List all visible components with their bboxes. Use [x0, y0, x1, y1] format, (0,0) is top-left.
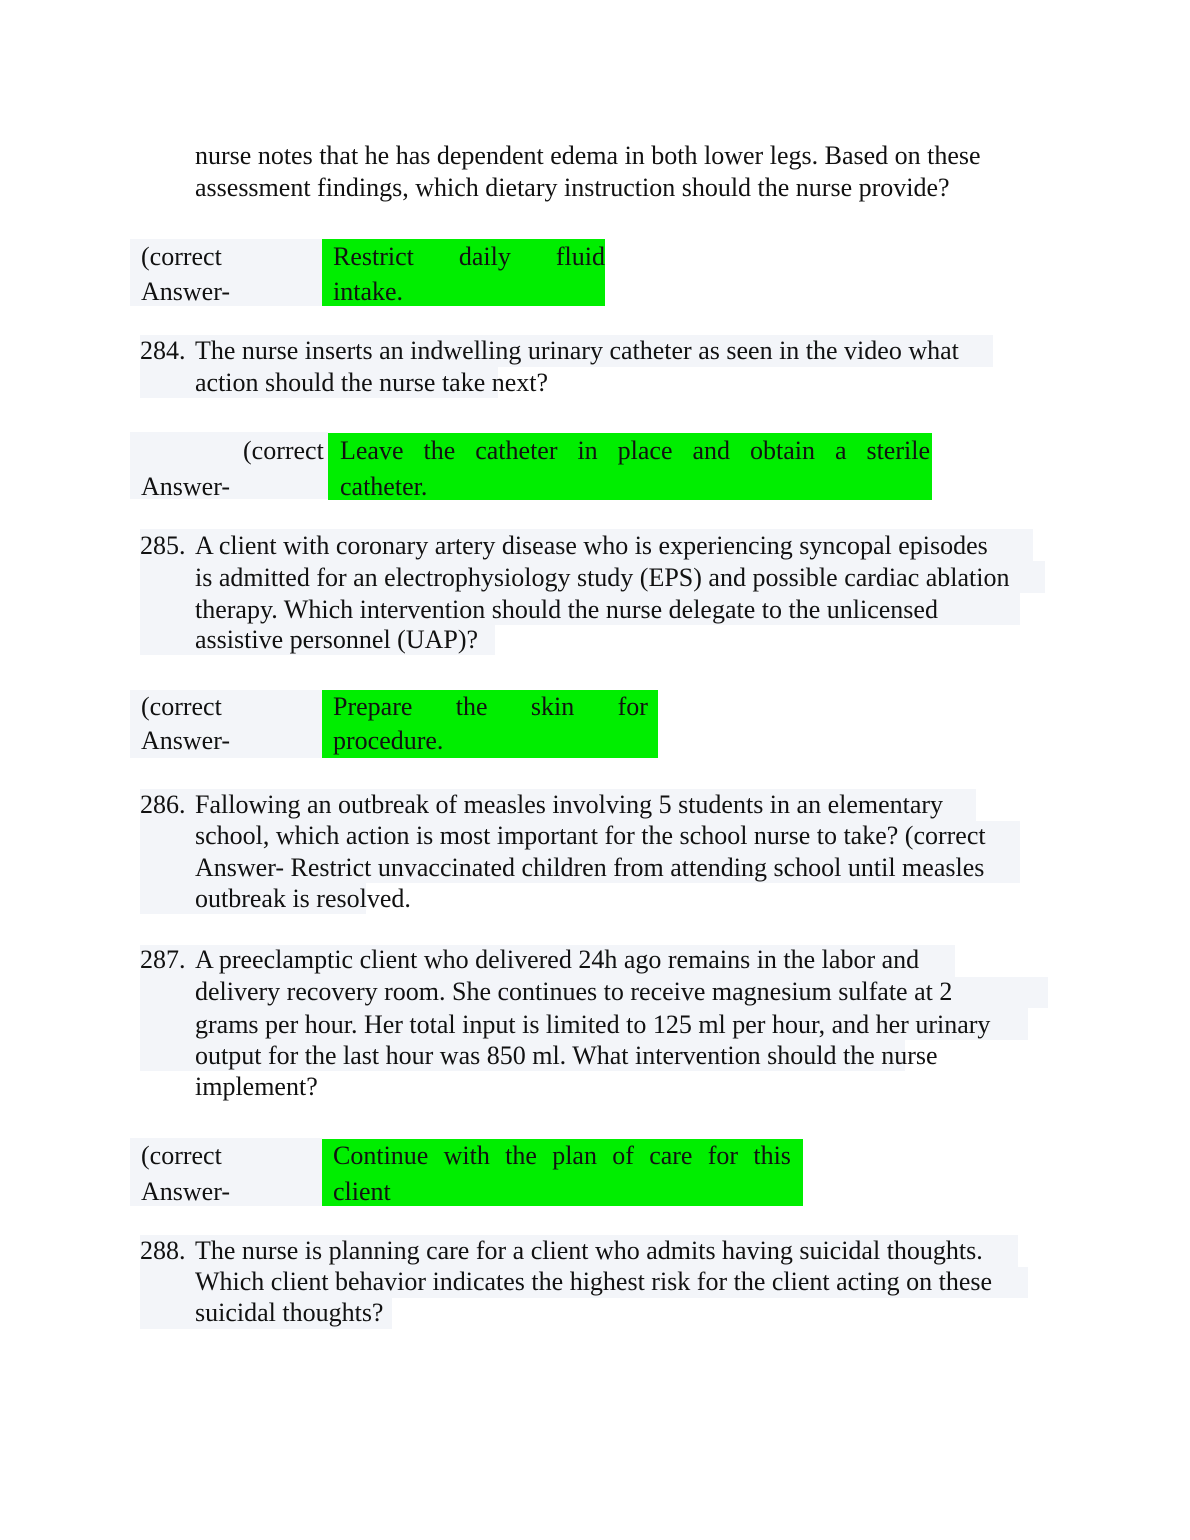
answer-word: Prepare	[333, 692, 413, 721]
question-286-number: 286.	[140, 790, 186, 819]
answer-word: this	[753, 1141, 791, 1170]
answer-word: obtain	[749, 436, 815, 465]
question-287-line-3: grams per hour. Her total input is limited to 125 ml per hour, and her urinary	[195, 1010, 991, 1039]
question-284-line-1: The nurse inserts an indwelling urinary catheter as seen in the video what	[195, 336, 959, 365]
answer-word: Restrict	[333, 242, 414, 271]
answer-287-prefix-2: Answer-	[141, 1177, 231, 1206]
answer-word: daily	[458, 242, 511, 271]
question-287-line-2: delivery recovery room. She continues to receive magnesium sulfate at 2	[195, 977, 953, 1006]
question-286-line-4: outbreak is resolved.	[195, 884, 411, 913]
answer-284-line-2: catheter.	[340, 472, 428, 501]
answer-word: the	[423, 436, 456, 465]
answer-word: the	[455, 692, 488, 721]
answer-word: Continue	[333, 1141, 429, 1170]
question-288-number: 288.	[140, 1236, 186, 1265]
answer-285-line-2: procedure.	[333, 726, 444, 755]
answer-284-prefix-1: (correct	[243, 436, 324, 465]
question-286-line-1: Fallowing an outbreak of measles involving 5 students in an elementary	[195, 790, 944, 819]
answer-word: a	[834, 436, 847, 465]
answer-283-prefix-1: (correct	[141, 242, 222, 271]
answer-word: of	[612, 1141, 634, 1170]
answer-word: for	[707, 1141, 739, 1170]
answer-285-prefix-1: (correct	[141, 692, 222, 721]
question-287-line-1: A preeclamptic client who delivered 24h ago remains in the labor and	[195, 945, 920, 974]
answer-word: and	[692, 436, 731, 465]
question-286-line-2: school, which action is most important for the school nurse to take? (correct	[195, 821, 986, 850]
answer-word: plan	[552, 1141, 597, 1170]
answer-285-prefix-2: Answer-	[141, 726, 231, 755]
answer-word: with	[443, 1141, 490, 1170]
question-285-line-3: therapy. Which intervention should the nurse delegate to the unlicensed	[195, 595, 938, 624]
answer-283-line-1	[333, 240, 605, 274]
answer-word: the	[505, 1141, 537, 1170]
answer-word: Leave	[340, 436, 404, 465]
question-285-line-2: is admitted for an electrophysiology study (EPS) and possible cardiac ablation	[195, 563, 1010, 592]
question-288-line-1: The nurse is planning care for a client who admits having suicidal thoughts.	[195, 1236, 983, 1265]
question-283-line-1: nurse notes that he has dependent edema in both lower legs. Based on these	[195, 141, 981, 170]
answer-287-prefix-1: (correct	[141, 1141, 222, 1170]
question-287-line-5: implement?	[195, 1072, 318, 1101]
answer-284-prefix-2: Answer-	[141, 472, 231, 501]
question-285-line-4: assistive personnel (UAP)?	[195, 625, 479, 654]
answer-word: care	[649, 1141, 693, 1170]
answer-283-line-2: intake.	[333, 277, 404, 306]
answer-285-line-1	[333, 690, 648, 724]
answer-word: catheter	[475, 436, 558, 465]
question-286-line-3: Answer- Restrict unvaccinated children from attending school until measles	[195, 853, 985, 882]
question-288-line-3: suicidal thoughts?	[195, 1298, 384, 1327]
answer-287-line-2: client	[333, 1177, 391, 1206]
question-288-line-2: Which client behavior indicates the highest risk for the client acting on these	[195, 1267, 993, 1296]
question-287-number: 287.	[140, 945, 186, 974]
question-284-line-2: action should the nurse take next?	[195, 368, 549, 397]
answer-284-line-1	[340, 434, 930, 468]
question-285-line-1: A client with coronary artery disease who is experiencing syncopal episodes	[195, 531, 988, 560]
question-287-line-4: output for the last hour was 850 ml. What intervention should the nurse	[195, 1041, 938, 1070]
answer-word: in	[577, 436, 598, 465]
answer-word: for	[617, 692, 648, 721]
answer-283-prefix-2: Answer-	[141, 277, 231, 306]
answer-word: skin	[530, 692, 575, 721]
question-283-line-2: assessment findings, which dietary instruction should the nurse provide?	[195, 173, 950, 202]
question-285-number: 285.	[140, 531, 186, 560]
question-284-number: 284.	[140, 336, 186, 365]
answer-word: fluid	[555, 242, 605, 271]
answer-287-line-1	[333, 1139, 791, 1173]
answer-word: place	[617, 436, 673, 465]
answer-word: sterile	[866, 436, 930, 465]
